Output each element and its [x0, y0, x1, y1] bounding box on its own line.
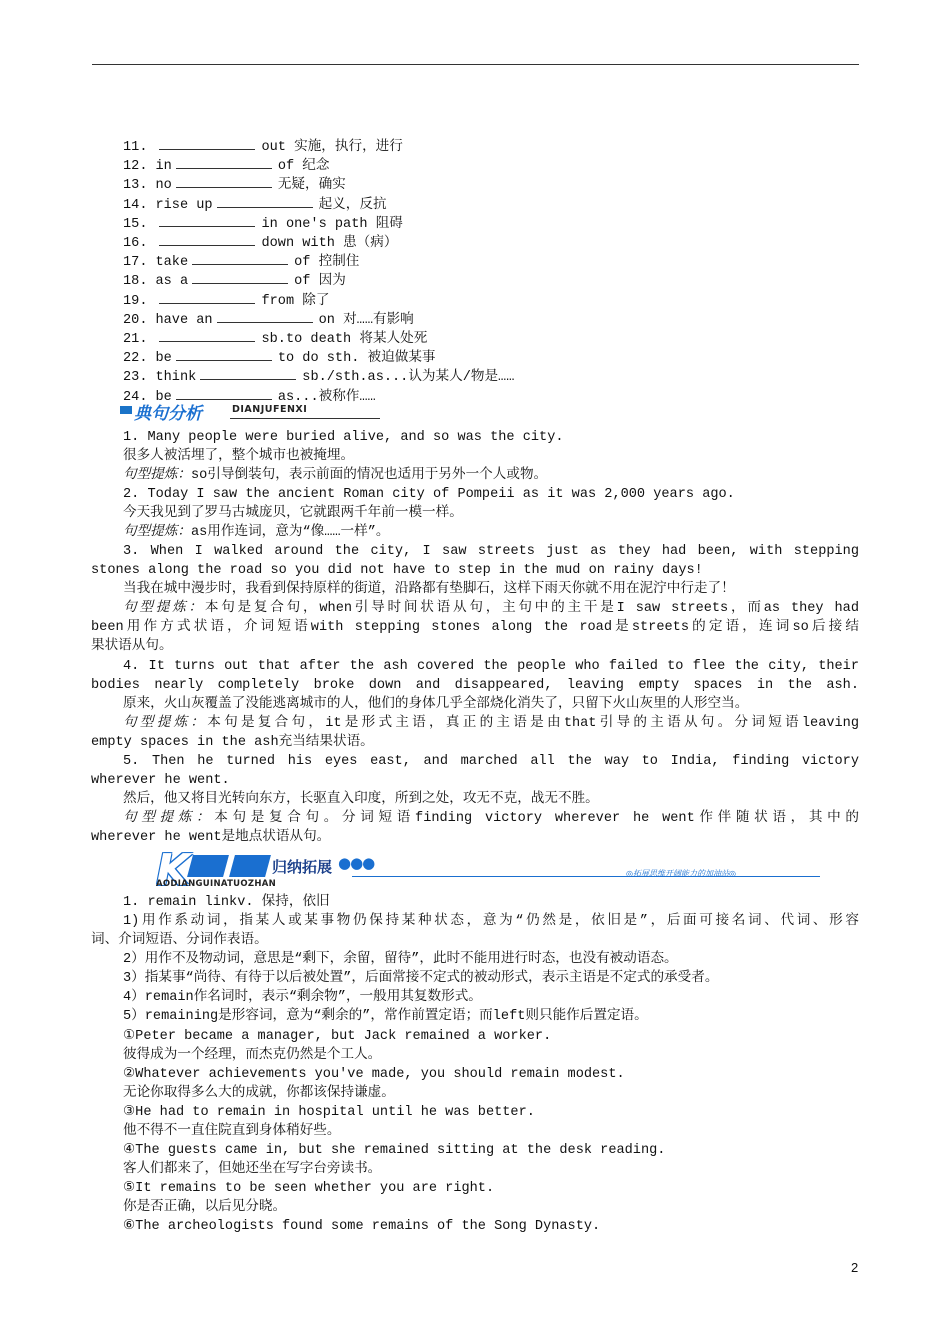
vocab-prefix: in	[155, 159, 172, 175]
vocab-number: 24.	[123, 389, 148, 405]
vocab-item	[123, 367, 514, 387]
vocab-prefix: be	[155, 351, 172, 367]
vocab-prefix: no	[155, 178, 172, 194]
header-rule	[92, 64, 859, 65]
vocab-prefix: rise up	[155, 197, 213, 213]
text-line: 2）用作不及物动词，意思是“剩下，余留，留待”，此时不能用进行时态，也没有被动语态。	[123, 952, 678, 967]
section-underline	[230, 418, 380, 419]
text-line: 他不得不一直住院直到身体稍好些。	[123, 1124, 341, 1139]
decor-bar	[229, 855, 271, 877]
vocab-item	[123, 137, 403, 157]
section-title: 典句分析	[134, 404, 202, 424]
text-line: ③He had to remain in hospital until he was better.	[123, 1105, 535, 1120]
vocab-suffix: on 对……有影响	[318, 312, 414, 328]
text-line: 客人们都来了，但她还坐在写字台旁读书。	[123, 1162, 382, 1177]
vocab-number: 16.	[123, 236, 148, 251]
page-number: 2	[851, 1260, 859, 1275]
vocab-number: 20.	[123, 312, 148, 328]
text-line: 彼得成为一个经理，而杰克仍然是个工人。	[123, 1048, 382, 1063]
section-pinyin: AODIANGUINATUOZHAN	[156, 879, 277, 889]
fill-blank[interactable]	[200, 367, 296, 380]
vocab-item	[123, 233, 397, 253]
text-line: ⑤It remains to be seen whether you are right.	[123, 1181, 495, 1196]
vocab-suffix: 起义，反抗	[318, 197, 387, 213]
vocab-suffix: sb.to death 将某人处死	[261, 332, 428, 347]
vocab-suffix: in one's path 阻碍	[261, 216, 403, 232]
text-line: 1)用作系动词，指某人或某事物仍保持某种状态，意为“仍然是，依旧是”，后面可接名词、代词、形容	[123, 914, 859, 929]
vocab-prefix: take	[155, 255, 189, 271]
fill-blank[interactable]	[176, 175, 272, 188]
text-line: 2. Today I saw the ancient Roman city of Pompeii as it was 2,000 years ago.	[123, 487, 735, 502]
pattern-note: 句型提炼：本句是复合句，it是形式主语，真正的主语是由that引导的主语从句。分词短语leaving	[123, 716, 859, 731]
pattern-label: 句型提炼：	[123, 811, 215, 826]
pattern-label: 句型提炼：	[123, 468, 191, 483]
vocab-item	[123, 175, 346, 195]
section-slogan: ◎拓展思维开阔能力的加油站◎	[626, 869, 736, 878]
vocab-number: 17.	[123, 255, 148, 271]
fill-blank[interactable]	[159, 291, 255, 304]
vocab-number: 15.	[123, 216, 148, 232]
pattern-label: 句型提炼：	[123, 525, 191, 540]
text-line: 当我在城中漫步时，我看到保持原样的街道，沿路都有垫脚石，这样下雨天你就不用在泥泞中行走了！	[123, 582, 735, 597]
vocab-prefix: as a	[155, 274, 189, 290]
section-pinyin: DIANJUFENXI	[232, 404, 308, 415]
vocab-number: 23.	[123, 370, 148, 386]
vocab-suffix: down with 患（病）	[261, 236, 398, 251]
text-line: 词、介词短语、分词作表语。	[91, 933, 268, 948]
vocab-item	[123, 214, 403, 234]
vocab-number: 14.	[123, 197, 148, 213]
text-line: 4）remain作名词时，表示“剩余物”，一般用其复数形式。	[123, 990, 482, 1005]
fill-blank[interactable]	[176, 156, 272, 169]
pattern-note: 句型提炼：本句是复合句，when引导时间状语从句，主句中的主干是I saw streets，而as they had	[123, 601, 859, 616]
fill-blank[interactable]	[176, 387, 272, 400]
text-line: ②Whatever achievements you've made, you should remain modest.	[123, 1067, 625, 1082]
vocab-number: 12.	[123, 159, 148, 175]
section-header-dianjufenxi	[118, 400, 376, 424]
vocab-item	[123, 252, 359, 272]
text-line: 今天我见到了罗马古城庞贝，它就跟两千年前一模一样。	[123, 506, 463, 521]
vocab-item	[123, 310, 414, 330]
vocab-suffix: of 控制住	[294, 255, 360, 271]
text-line: 1. remain linkv. 保持，依旧	[123, 895, 330, 910]
vocab-number: 18.	[123, 274, 148, 290]
text-line: wherever he went.	[91, 773, 230, 788]
vocab-number: 13.	[123, 178, 148, 194]
decor-bar	[187, 855, 229, 877]
text-line: 3. When I walked around the city, I saw streets just as they had been, with stepping	[123, 544, 859, 559]
fill-blank[interactable]	[192, 271, 288, 284]
fill-blank[interactable]	[159, 214, 255, 227]
text-line: 3）指某事“尚待、有待于以后被处置”，后面常接不定式的被动形式，表示主语是不定式的承受者。	[123, 971, 719, 986]
vocab-suffix: to do sth. 被迫做某事	[277, 351, 436, 367]
text-line: been用作方式状语，介词短语with stepping stones along the road是streets的定语，连词so后接结	[91, 620, 859, 635]
vocab-number: 19.	[123, 293, 148, 309]
vocab-item	[123, 156, 329, 176]
vocab-suffix: as...被称作……	[277, 389, 376, 405]
text-line: 你是否正确，以后见分晓。	[123, 1200, 287, 1215]
fill-blank[interactable]	[176, 348, 272, 361]
vocab-number: 11.	[123, 140, 148, 155]
vocab-suffix: 无疑，确实	[277, 178, 346, 194]
vocab-suffix: of 因为	[294, 274, 346, 290]
vocab-suffix: from 除了	[261, 293, 330, 309]
decor-dots: ●●●	[338, 854, 375, 872]
arrow-icon	[120, 406, 132, 414]
text-line: 无论你取得多么大的成就，你都该保持谦虚。	[123, 1086, 395, 1101]
section-title: 归纳拓展	[272, 858, 333, 876]
text-line: bodies nearly completely broke down and disappeared, leaving empty spaces in the ash.	[91, 678, 859, 693]
text-line: wherever he went是地点状语从句。	[91, 830, 331, 845]
text-line: 果状语从句。	[91, 639, 173, 654]
text-line: ④The guests came in, but she remained sitting at the desk reading.	[123, 1143, 666, 1158]
vocab-number: 22.	[123, 351, 148, 367]
text-line: 原来，火山灰覆盖了没能逃离城市的人，他们的身体几乎全部烧化消失了，只留下火山灰里的人形空当。	[123, 697, 749, 712]
fill-blank[interactable]	[159, 233, 255, 246]
text-line: empty spaces in the ash充当结果状语。	[91, 735, 374, 750]
vocab-item	[123, 348, 436, 368]
vocab-prefix: have an	[155, 312, 213, 328]
text-line: 1. Many people were buried alive, and so was the city.	[123, 430, 564, 445]
vocab-suffix: out 实施，执行，进行	[261, 140, 403, 155]
vocab-item	[123, 329, 427, 349]
vocab-number: 21.	[123, 332, 148, 347]
fill-blank[interactable]	[192, 252, 288, 265]
text-line: 然后，他又将目光转向东方，长驱直入印度，所到之处，攻无不克，战无不胜。	[123, 792, 599, 807]
vocab-prefix: be	[155, 389, 172, 405]
text-line: 4. It turns out that after the ash covered the people who failed to flee the city, their	[123, 659, 859, 674]
vocab-item	[123, 291, 329, 311]
fill-blank[interactable]	[159, 329, 255, 342]
pattern-label: 句型提炼：	[123, 716, 208, 731]
pattern-note: 句型提炼：so引导倒装句，表示前面的情况也适用于另外一个人或物。	[123, 468, 548, 483]
vocab-suffix: sb./sth.as...认为某人/物是……	[302, 370, 515, 386]
vocab-item	[123, 271, 346, 291]
section-letter-k: K	[156, 845, 191, 896]
vocab-prefix: think	[155, 370, 197, 386]
pattern-note: 句型提炼：as用作连词，意为“像……一样”。	[123, 525, 390, 540]
fill-blank[interactable]	[217, 310, 313, 323]
fill-blank[interactable]	[217, 195, 313, 208]
text-line: 很多人被活埋了，整个城市也被掩埋。	[123, 449, 355, 464]
vocab-item	[123, 195, 387, 215]
pattern-label: 句型提炼：	[123, 601, 205, 616]
section-line	[352, 876, 820, 877]
text-line: ①Peter became a manager, but Jack remained a worker.	[123, 1029, 552, 1044]
section-header-guinatuozhan	[150, 845, 830, 896]
text-line: 5. Then he turned his eyes east, and marched all the way to India, finding victory	[123, 754, 859, 769]
text-line: 5）remaining是形容词，意为“剩余的”，常作前置定语；而left则只能作后置定语。	[123, 1009, 648, 1024]
vocab-suffix: of 纪念	[277, 159, 330, 175]
text-line: stones along the road so you did not have to step in the mud on rainy days!	[91, 563, 703, 578]
pattern-note: 句型提炼：本句是复合句。分词短语finding victory wherever he went作伴随状语，其中的	[123, 811, 859, 826]
fill-blank[interactable]	[159, 137, 255, 150]
text-line: ⑥The archeologists found some remains of the Song Dynasty.	[123, 1219, 601, 1234]
